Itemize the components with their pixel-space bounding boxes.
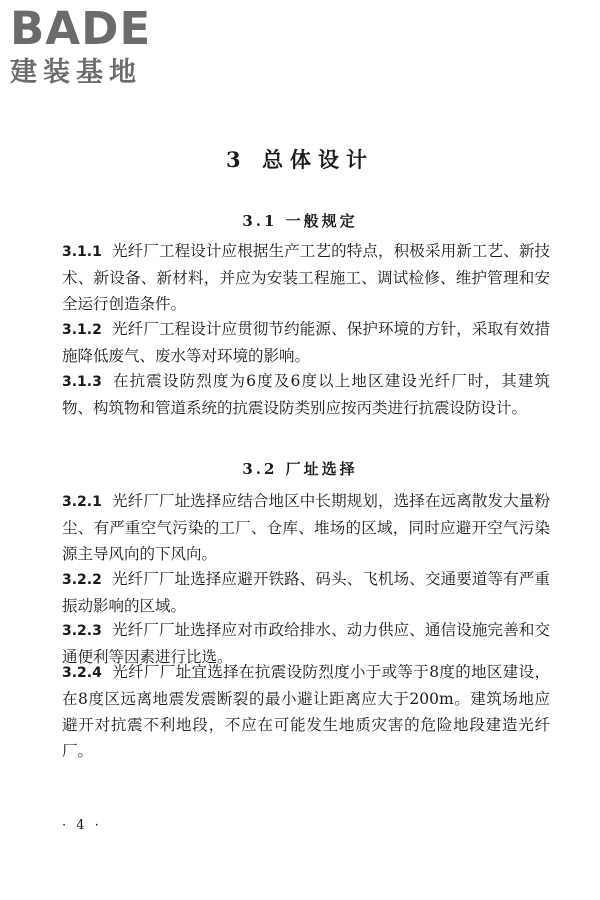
- clause-text: 光纤厂厂址选择应对市政给排水、动力供应、通信设施完善和交通便利等因素进行比选。: [62, 621, 550, 666]
- logo-subtitle: 建装基地: [10, 57, 142, 88]
- clause-number: 3.2.1: [62, 494, 102, 510]
- clause-text: 光纤厂工程设计应贯彻节约能源、保护环境的方针，采取有效措施降低废气、废水等对环境的影响。: [62, 320, 550, 365]
- clause-number: 3.2.3: [62, 623, 102, 639]
- chapter-title: 3 总体设计: [226, 147, 374, 172]
- clause-3-1-1: [62, 238, 550, 317]
- clause-text: 光纤厂工程设计应根据生产工艺的特点，积极采用新工艺、新技术、新设备、新材料，并应为安装工程施工、调试检修、维护管理和安全运行创造条件。: [62, 242, 550, 313]
- clause-number: 3.2.2: [62, 572, 102, 588]
- clause-3-2-2: [62, 566, 550, 619]
- clause-text: 光纤厂厂址宜选择在抗震设防烈度小于或等于8度的地区建设，在8度区远离地震发震断裂的最小避让距离应大于200m。建筑场地应避开对抗震不利地段，不应在可能发生地质灾害的危险地段建造光纤厂。: [62, 663, 550, 760]
- clause-3-2-4: [62, 659, 550, 764]
- publisher-logo: [10, 2, 180, 88]
- clause-text: 光纤厂厂址选择应避开铁路、码头、飞机场、交通要道等有严重振动影响的区域。: [62, 570, 550, 615]
- clause-3-1-2: [62, 316, 550, 369]
- section-title-3-1: 3.1 一般规定: [242, 212, 358, 230]
- clause-number: 3.2.4: [62, 665, 102, 681]
- clause-3-2-1: [62, 488, 550, 567]
- clause-number: 3.1.1: [62, 244, 102, 260]
- clause-number: 3.1.2: [62, 322, 102, 338]
- clause-3-1-3: [62, 368, 550, 421]
- page-number: · 4 ·: [62, 818, 102, 833]
- logo-brand: BADE: [10, 2, 152, 55]
- clause-text: 光纤厂厂址选择应结合地区中长期规划，选择在远离散发大量粉尘、有严重空气污染的工厂、仓库、堆场的区域，同时应避开空气污染源主导风向的下风向。: [62, 492, 550, 563]
- section-title-3-2: 3.2 厂址选择: [242, 460, 358, 478]
- clause-text: 在抗震设防烈度为6度及6度以上地区建设光纤厂时，其建筑物、构筑物和管道系统的抗震设防类别应按丙类进行抗震设防设计。: [62, 372, 550, 417]
- clause-number: 3.1.3: [62, 374, 102, 390]
